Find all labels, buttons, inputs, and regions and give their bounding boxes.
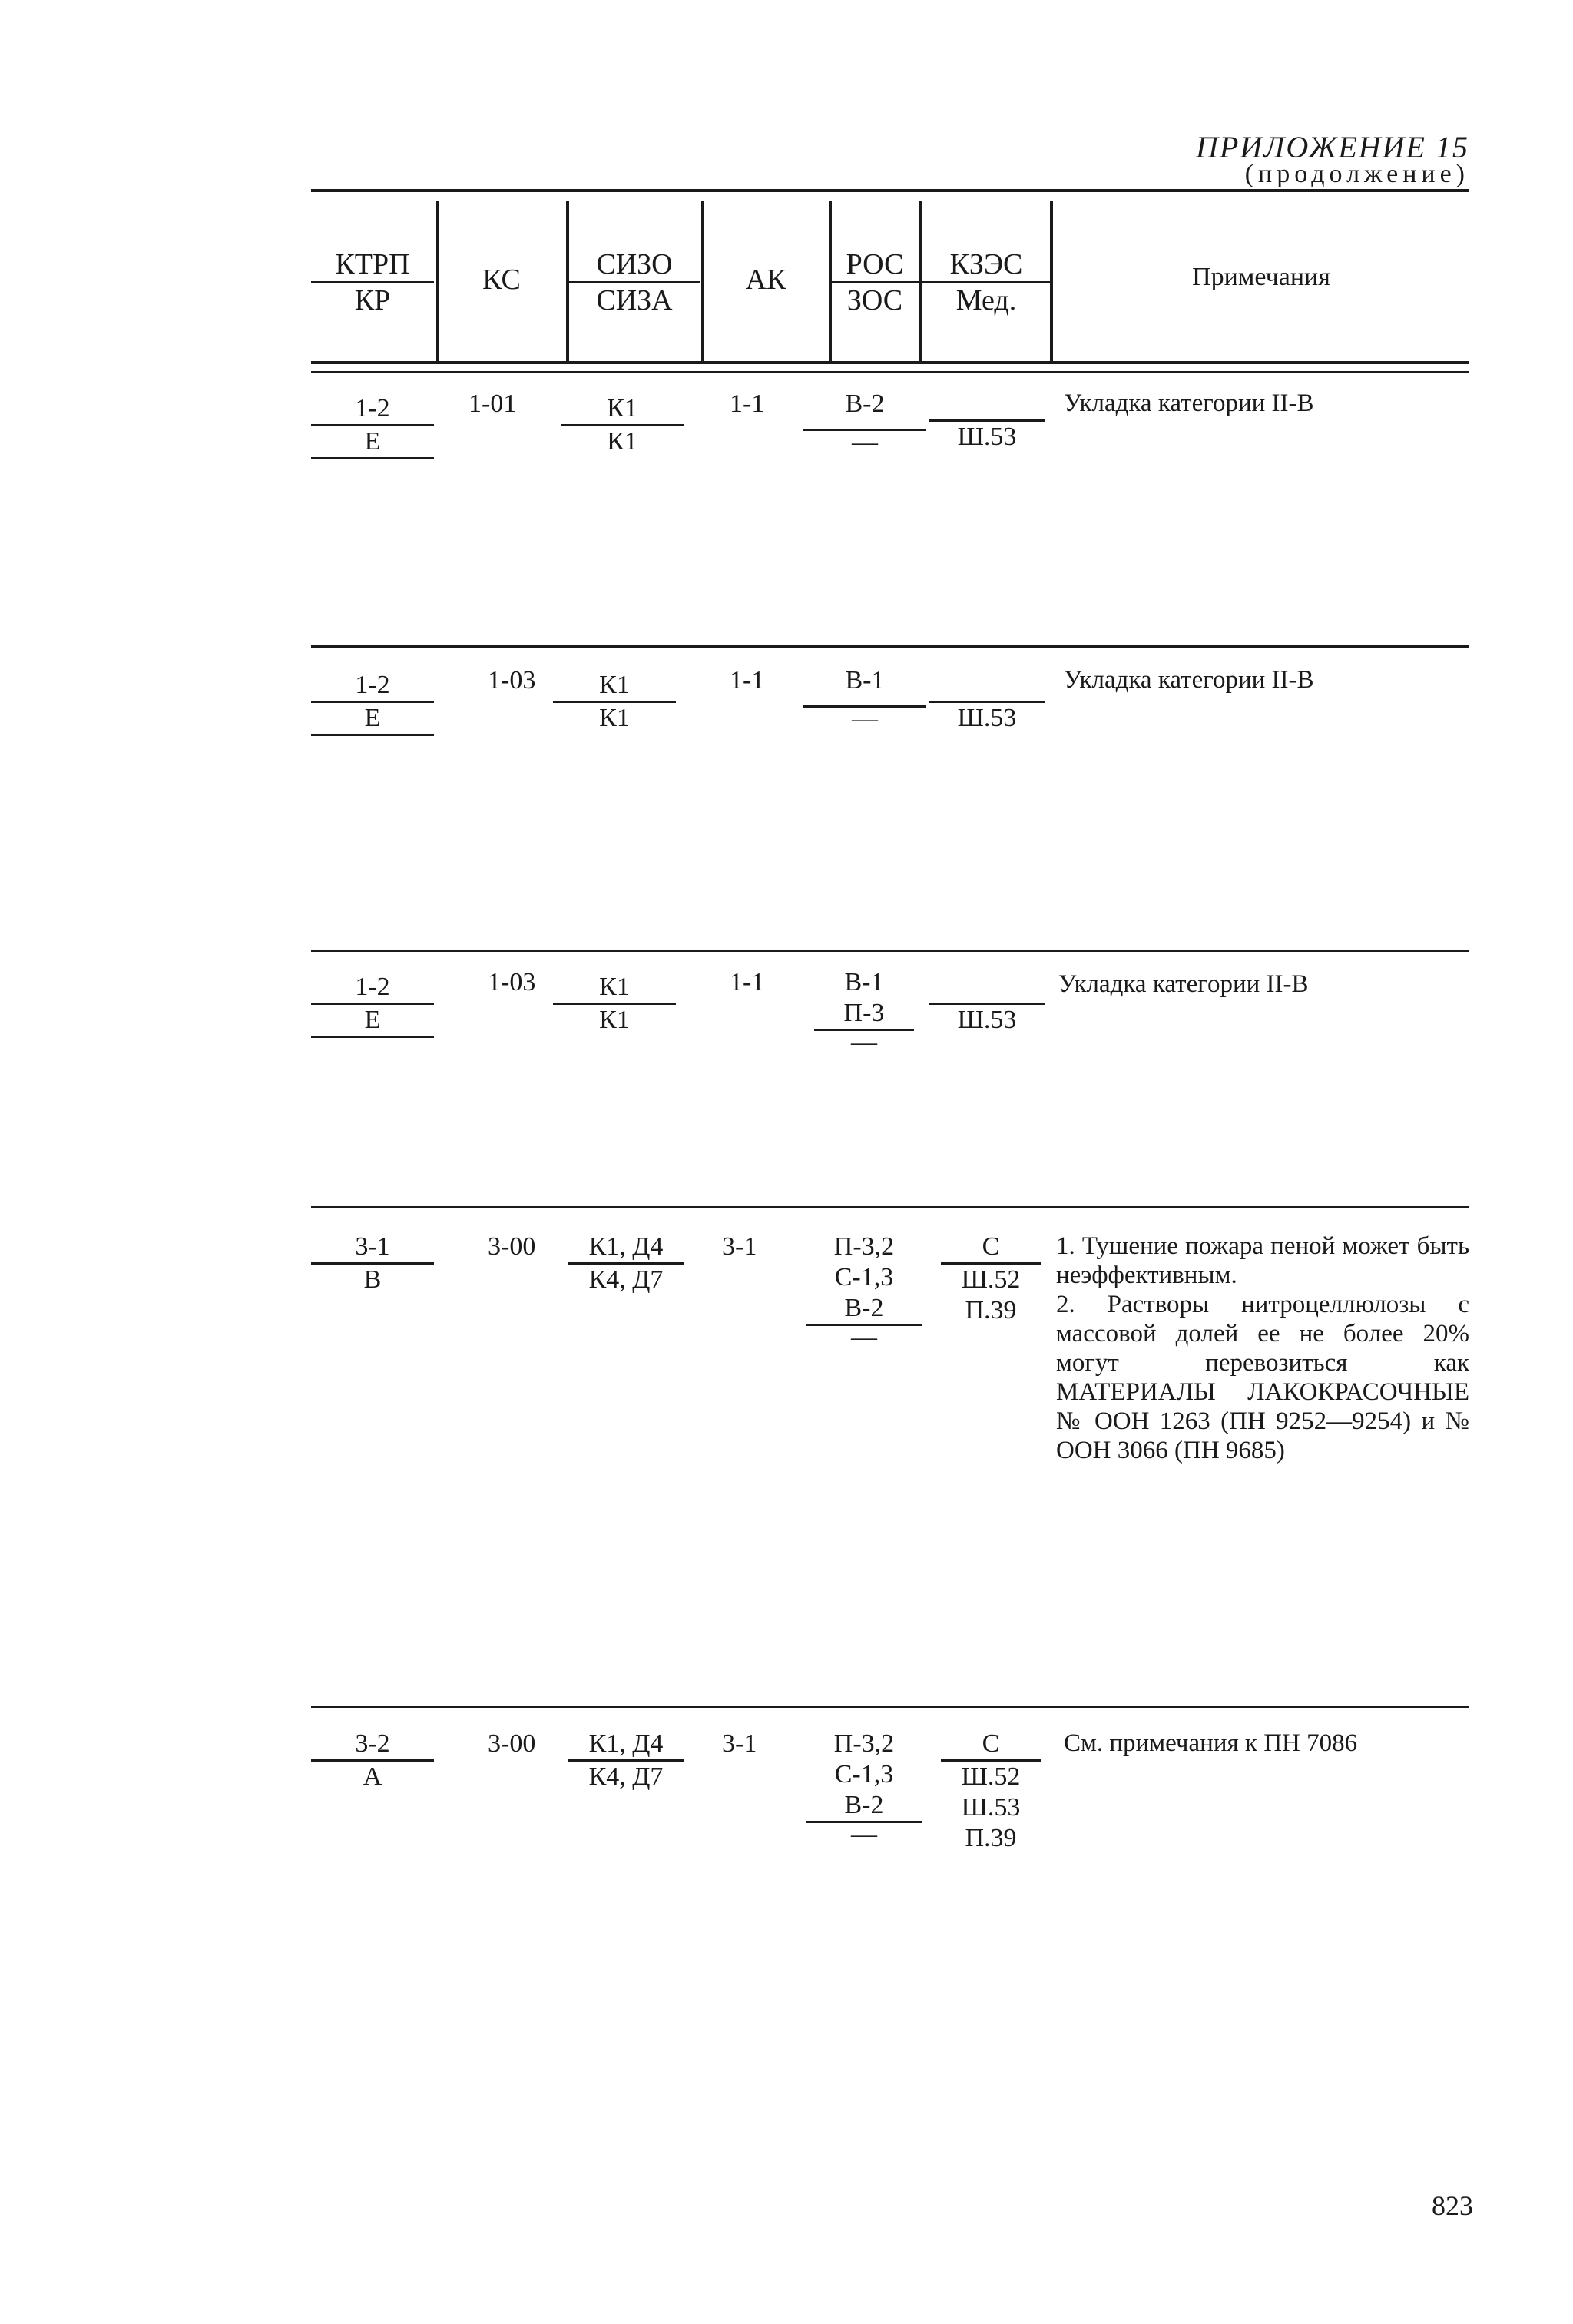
sizo-fraction: [568, 1729, 684, 1792]
ros-value: П-3: [814, 998, 914, 1031]
ak-value: 1-1: [730, 666, 765, 695]
notes-cell: [1056, 1232, 1469, 1465]
sizo-value: К1: [561, 393, 684, 426]
col-header-sizo-top: СИЗО: [569, 247, 700, 283]
kzes-value: [929, 670, 1045, 703]
zos-value: —: [852, 428, 878, 456]
ktrp-fraction: [311, 1232, 434, 1295]
col-header-notes: [1053, 263, 1469, 292]
kzes-med-fraction: [941, 1729, 1041, 1854]
kzes-med-fraction: [941, 1232, 1041, 1326]
ros-value: В-1: [845, 666, 885, 695]
siza-value: К1: [599, 1006, 630, 1034]
ktrp-fraction: [311, 1729, 434, 1792]
notes-cell: [1064, 1729, 1469, 1758]
siza-value: К4, Д7: [588, 1265, 664, 1294]
note-line: Укладка категории II-В: [1058, 970, 1309, 998]
note-line: 2. Растворы нитроцеллюлозы с массовой долей ее не более 20% могут перевозиться как МАТЕРИАЛЫ ЛАКОКРАСОЧНЫЕ № ООН 1263 (ПН 9252—9254) и № ООН 3066 (ПН 9685): [1056, 1291, 1469, 1464]
appendix-title: ПРИЛОЖЕНИЕ 15: [1196, 130, 1469, 164]
ros-zos-fraction: [814, 967, 914, 1054]
sizo-fraction: [561, 393, 684, 457]
table-top-rule: [311, 189, 1469, 192]
col-header-kzes-top: КЗЭС: [922, 247, 1050, 283]
kzes-value: [929, 972, 1045, 1005]
ktrp-fraction: [311, 972, 434, 1038]
col-header-ktrp-top: КТРП: [311, 247, 434, 283]
ros-zos-fraction: [803, 389, 926, 454]
col-header-ks-label: КС: [482, 264, 521, 296]
appendix-subtitle: (продолжение): [1244, 160, 1469, 188]
ktrp-value: 1-2: [311, 972, 434, 1005]
ak-value: 3-1: [722, 1232, 757, 1261]
ks-value: 3-00: [488, 1232, 536, 1261]
col-header-ros-top: РОС: [830, 247, 919, 283]
sizo-value: К1: [553, 972, 676, 1005]
ktrp-fraction: [311, 393, 434, 459]
ks-value: 3-00: [488, 1729, 536, 1758]
col-header-siza: СИЗА: [596, 284, 673, 317]
ak-value: 1-1: [730, 390, 765, 418]
notes-cell: [1058, 970, 1469, 999]
zos-value: —: [851, 1028, 877, 1056]
ros-value: С-1,3: [834, 1263, 894, 1291]
med-value: Ш.52: [961, 1762, 1021, 1791]
zos-value: —: [852, 704, 878, 733]
sizo-value: К1, Д4: [568, 1729, 684, 1762]
ros-zos-fraction: [806, 1232, 922, 1349]
row-separator: [311, 371, 1469, 373]
kzes-value: С: [941, 1729, 1041, 1762]
ktrp-value: 1-2: [311, 670, 434, 703]
row-separator: [311, 950, 1469, 952]
sizo-value: К1: [553, 670, 676, 703]
col-header-sizo: [569, 247, 700, 317]
med-value: Ш.53: [961, 1793, 1021, 1822]
sizo-value: К1, Д4: [568, 1232, 684, 1265]
kzes-value: С: [941, 1232, 1041, 1265]
ktrp-fraction: [311, 670, 434, 736]
ros-value: В-2: [806, 1293, 922, 1326]
col-header-ak: [704, 263, 827, 297]
ros-value: П-3,2: [833, 1232, 895, 1261]
ros-value: В-2: [845, 390, 885, 418]
ks-value: 1-03: [488, 968, 536, 996]
kr-value: В: [363, 1265, 382, 1294]
kzes-value: [929, 389, 1045, 422]
kr-value: Е: [311, 1005, 434, 1038]
notes-cell: [1064, 389, 1469, 418]
row-separator: [311, 645, 1469, 648]
med-value: П.39: [965, 1824, 1017, 1852]
med-value: Ш.53: [957, 423, 1017, 451]
zos-value: —: [851, 1323, 877, 1351]
col-header-ks: [439, 263, 564, 297]
ktrp-value: 1-2: [311, 393, 434, 426]
ros-value: С-1,3: [834, 1760, 894, 1789]
ktrp-value: 3-1: [311, 1232, 434, 1265]
med-value: П.39: [965, 1296, 1017, 1324]
ros-zos-fraction: [806, 1729, 922, 1846]
col-header-ros: [830, 247, 919, 317]
col-header-kzes: [922, 247, 1050, 317]
ktrp-value: 3-2: [311, 1729, 434, 1762]
med-value: Ш.53: [957, 1006, 1017, 1034]
col-header-notes-label: Примечания: [1192, 263, 1330, 291]
kzes-med-fraction: [929, 972, 1045, 1036]
ak-value: 1-1: [730, 968, 765, 996]
sizo-fraction: [553, 972, 676, 1036]
kr-value: Е: [311, 426, 434, 459]
col-header-ak-label: АК: [745, 264, 786, 296]
siza-value: К4, Д7: [588, 1762, 664, 1791]
col-header-ktrp: [311, 247, 434, 317]
ros-zos-fraction: [803, 665, 926, 731]
siza-value: К1: [599, 704, 630, 732]
sizo-fraction: [568, 1232, 684, 1295]
kr-value: А: [363, 1762, 382, 1791]
col-header-zos: ЗОС: [846, 284, 903, 317]
kzes-med-fraction: [929, 389, 1045, 453]
row-separator: [311, 1206, 1469, 1208]
notes-cell: [1064, 665, 1469, 695]
ros-value: В-2: [806, 1790, 922, 1823]
zos-value: —: [851, 1820, 877, 1848]
ros-value: П-3,2: [833, 1729, 895, 1758]
table-header-bottom-rule: [311, 361, 1469, 364]
ks-value: 1-03: [488, 666, 536, 695]
kzes-med-fraction: [929, 670, 1045, 734]
siza-value: К1: [607, 427, 637, 456]
kr-value: Е: [311, 703, 434, 736]
row-separator: [311, 1706, 1469, 1708]
note-line: Укладка категории II-В: [1064, 390, 1314, 417]
med-value: Ш.53: [957, 704, 1017, 732]
note-line: 1. Тушение пожара пеной может быть неэффективным.: [1056, 1232, 1469, 1289]
ros-value: В-1: [844, 968, 884, 996]
col-header-kr: КР: [354, 284, 391, 317]
col-header-med: Мед.: [955, 284, 1017, 317]
ks-value: 1-01: [469, 390, 517, 418]
sizo-fraction: [553, 670, 676, 734]
note-line: См. примечания к ПН 7086: [1064, 1729, 1358, 1757]
ak-value: 3-1: [722, 1729, 757, 1758]
note-line: Укладка категории II-В: [1064, 666, 1314, 694]
med-value: Ш.52: [961, 1265, 1021, 1294]
page-number: 823: [1432, 2190, 1473, 2221]
